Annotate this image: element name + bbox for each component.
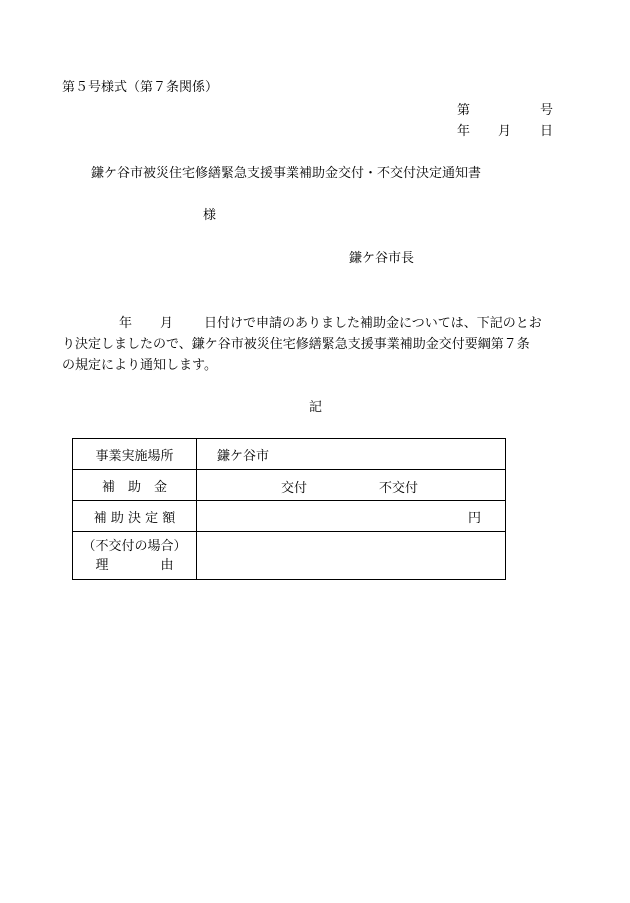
amount-unit: 円 — [467, 510, 481, 526]
reason-label-line1: （不交付の場合） — [82, 538, 187, 554]
ki-label: 記 — [309, 400, 323, 415]
table-row-location — [73, 439, 506, 470]
location-value-cell — [197, 439, 506, 470]
decision-table — [72, 438, 506, 580]
addressee-suffix: 様 — [203, 208, 217, 223]
table-row-amount — [73, 501, 506, 532]
date-month: 月 — [498, 124, 512, 139]
body-line3: の規定により通知します。 — [62, 358, 217, 373]
option-grant: 交付 — [281, 481, 308, 496]
subsidy-label: 補 助 金 — [73, 470, 197, 501]
doc-number-prefix: 第 — [457, 103, 471, 118]
form-number: 第５号様式（第７条関係） — [62, 80, 219, 95]
doc-number-suffix: 号 — [540, 103, 554, 118]
body-line1-rest: 日付けで申請のありました補助金については、下記のとお — [204, 316, 542, 331]
option-no-grant: 不交付 — [379, 481, 419, 496]
amount-value-cell — [197, 501, 506, 532]
table-row-reason — [73, 532, 506, 580]
location-label: 事業実施場所 — [73, 439, 197, 470]
table-row-subsidy — [73, 470, 506, 501]
subsidy-options-cell — [197, 470, 506, 501]
body-line2: り決定しましたので、鎌ケ谷市被災住宅修繕緊急支援事業補助金交付要綱第７条 — [62, 337, 530, 352]
amount-label: 補 助 決 定 額 — [73, 501, 197, 532]
body-month: 月 — [160, 316, 174, 331]
reason-value-cell — [197, 532, 506, 580]
issuer-name: 鎌ケ谷市長 — [349, 251, 415, 266]
reason-label — [73, 532, 197, 580]
document-title: 鎌ケ谷市被災住宅修繕緊急支援事業補助金交付・不交付決定通知書 — [91, 166, 482, 181]
reason-label-line2: 理 由 — [95, 557, 174, 573]
location-value: 鎌ケ谷市 — [217, 448, 270, 464]
body-year: 年 — [119, 316, 133, 331]
date-day: 日 — [540, 124, 554, 139]
date-year: 年 — [457, 124, 471, 139]
